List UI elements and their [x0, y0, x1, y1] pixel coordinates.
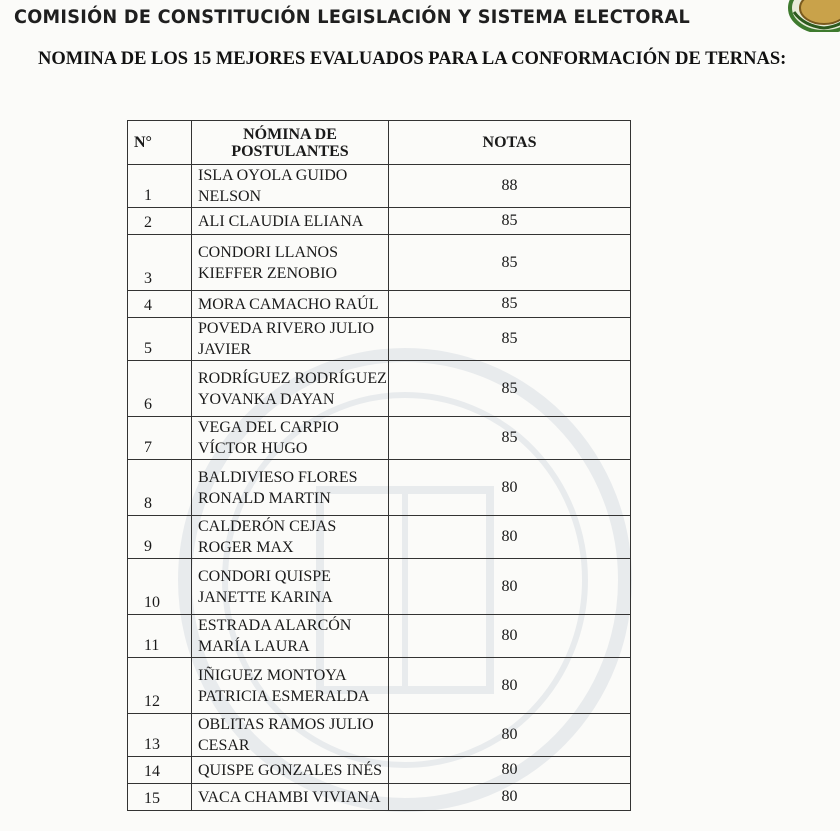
- candidate-score: 85: [389, 318, 631, 361]
- column-header-scores: NOTAS: [389, 121, 631, 165]
- candidate-score: 85: [389, 235, 631, 291]
- column-header-candidates: NÓMINA DE POSTULANTES: [192, 121, 389, 165]
- row-number: 7: [128, 417, 192, 460]
- table-row: [128, 658, 631, 714]
- candidate-name: OBLITAS RAMOS JULIO CESAR: [192, 714, 389, 757]
- row-number: 2: [128, 208, 192, 235]
- table-row: [128, 559, 631, 615]
- row-number: 14: [128, 757, 192, 784]
- row-number: 5: [128, 318, 192, 361]
- row-number: 12: [128, 658, 192, 714]
- row-number: 6: [128, 361, 192, 417]
- table-header-row: [128, 121, 631, 165]
- candidate-name: CALDERÓN CEJAS ROGER MAX: [192, 516, 389, 559]
- table-row: [128, 460, 631, 516]
- candidate-name: RODRÍGUEZ RODRÍGUEZ YOVANKA DAYAN: [192, 361, 389, 417]
- candidate-score: 80: [389, 784, 631, 811]
- table-row: [128, 757, 631, 784]
- candidate-score: 80: [389, 658, 631, 714]
- candidate-score: 80: [389, 615, 631, 658]
- row-number: 11: [128, 615, 192, 658]
- candidate-name: CONDORI LLANOS KIEFFER ZENOBIO: [192, 235, 389, 291]
- table-row: [128, 516, 631, 559]
- row-number: 9: [128, 516, 192, 559]
- column-header-number: N°: [128, 121, 192, 165]
- candidate-score: 80: [389, 714, 631, 757]
- row-number: 1: [128, 165, 192, 208]
- table-row: [128, 784, 631, 811]
- table-row: [128, 417, 631, 460]
- table-row: [128, 615, 631, 658]
- candidate-score: 85: [389, 208, 631, 235]
- candidate-name: CONDORI QUISPE JANETTE KARINA: [192, 559, 389, 615]
- table-row: [128, 235, 631, 291]
- candidate-score: 85: [389, 417, 631, 460]
- candidate-score: 85: [389, 291, 631, 318]
- row-number: 13: [128, 714, 192, 757]
- table-row: [128, 318, 631, 361]
- table-row: [128, 714, 631, 757]
- candidate-name: ESTRADA ALARCÓN MARÍA LAURA: [192, 615, 389, 658]
- row-number: 8: [128, 460, 192, 516]
- candidate-name: BALDIVIESO FLORES RONALD MARTIN: [192, 460, 389, 516]
- candidate-name: QUISPE GONZALES INÉS: [192, 757, 389, 784]
- candidate-score: 85: [389, 361, 631, 417]
- official-seal-icon: [784, 0, 840, 32]
- candidate-name: VACA CHAMBI VIVIANA: [192, 784, 389, 811]
- table-row: [128, 361, 631, 417]
- table-row: [128, 165, 631, 208]
- table-row: [128, 291, 631, 318]
- candidates-table: [127, 120, 631, 811]
- row-number: 10: [128, 559, 192, 615]
- candidate-score: 80: [389, 460, 631, 516]
- candidate-name: MORA CAMACHO RAÚL: [192, 291, 389, 318]
- table-row: [128, 208, 631, 235]
- candidate-name: POVEDA RIVERO JULIO JAVIER: [192, 318, 389, 361]
- candidate-score: 80: [389, 559, 631, 615]
- candidate-score: 80: [389, 516, 631, 559]
- row-number: 4: [128, 291, 192, 318]
- row-number: 3: [128, 235, 192, 291]
- candidate-name: ALI CLAUDIA ELIANA: [192, 208, 389, 235]
- candidate-name: VEGA DEL CARPIO VÍCTOR HUGO: [192, 417, 389, 460]
- commission-title: COMISIÓN DE CONSTITUCIÓN LEGISLACIÓN Y SISTEMA ELECTORAL: [14, 6, 691, 28]
- candidate-name: IÑIGUEZ MONTOYA PATRICIA ESMERALDA: [192, 658, 389, 714]
- document-subtitle: NOMINA DE LOS 15 MEJORES EVALUADOS PARA LA CONFORMACIÓN DE TERNAS:: [38, 49, 787, 69]
- candidate-name: ISLA OYOLA GUIDO NELSON: [192, 165, 389, 208]
- candidate-score: 88: [389, 165, 631, 208]
- row-number: 15: [128, 784, 192, 811]
- candidate-score: 80: [389, 757, 631, 784]
